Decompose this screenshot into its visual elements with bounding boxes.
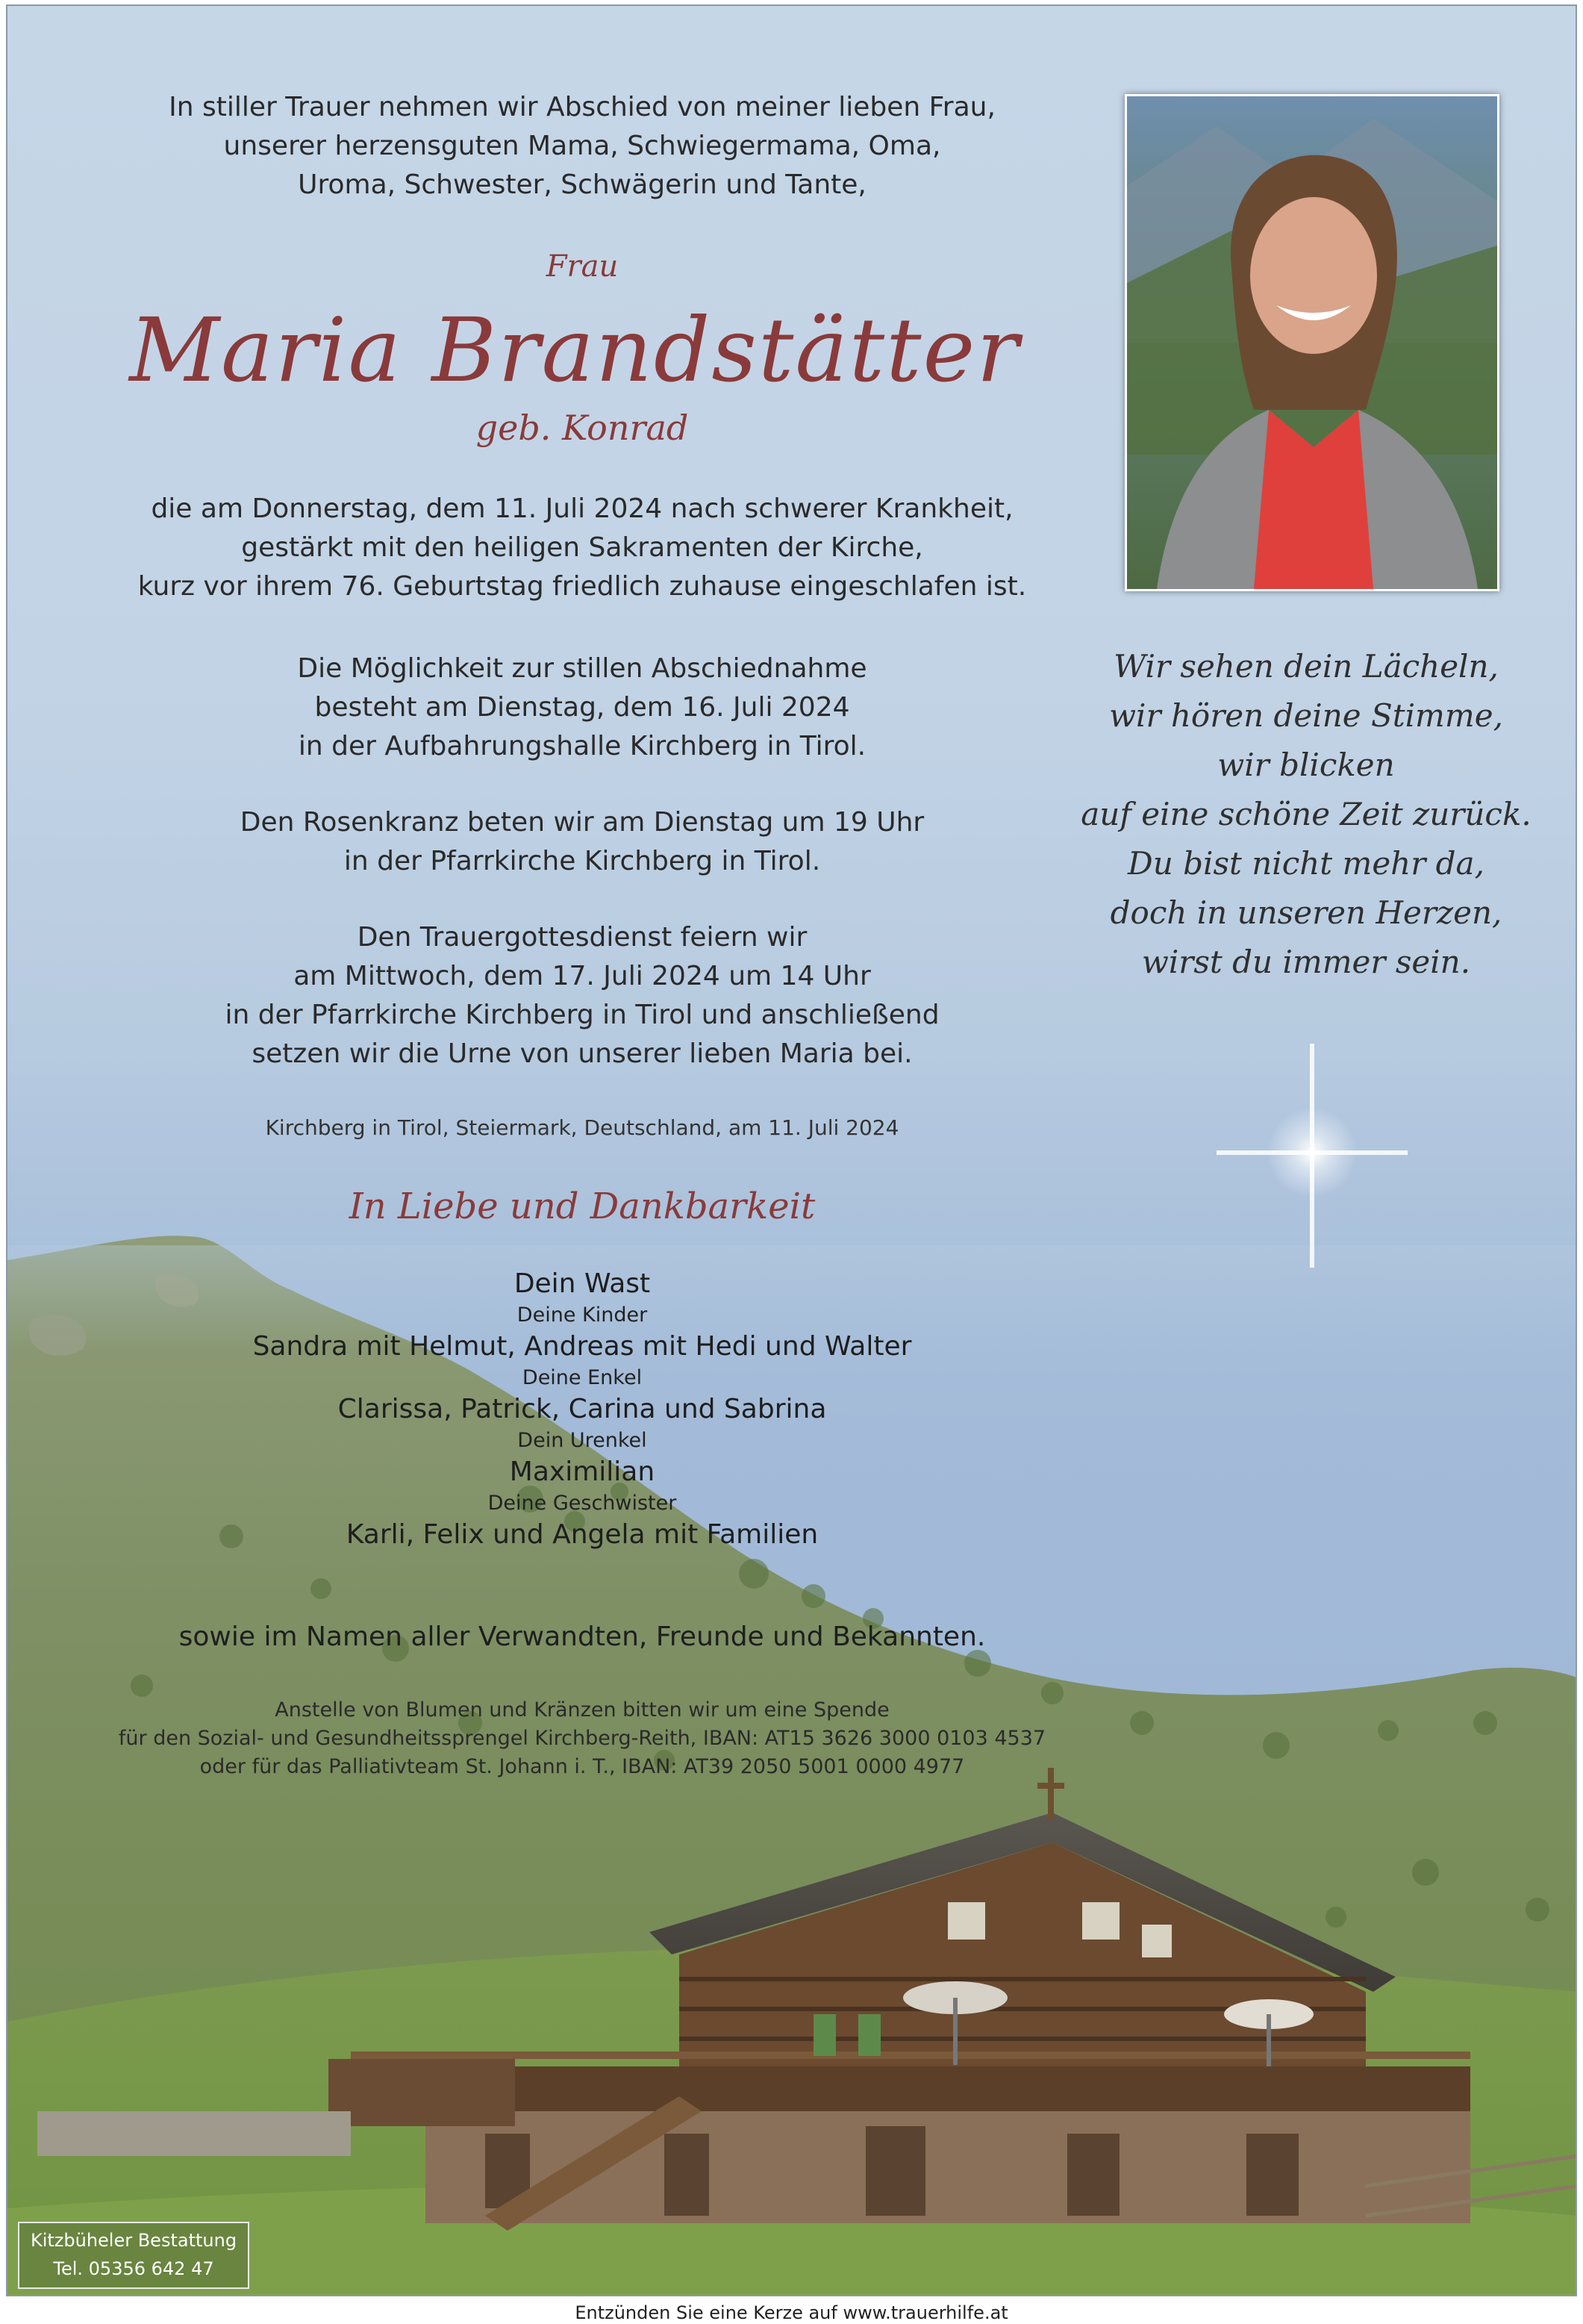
place-date: Kirchberg in Tirol, Steiermark, Deutschland, am 11. Juli 2024 [265,1115,899,1140]
husband: Dein Wast [513,1268,651,1299]
rosary-line: Den Rosenkranz beten wir am Dienstag um 19 Uhr [240,807,925,838]
family-list [97,1266,1067,1553]
deceased-name: Maria Brandstätter [129,299,1020,402]
intro-line: unserer herzensguten Mama, Schwiegermama, Oma, [223,131,941,161]
funeral-line: Den Trauergottesdienst feiern wir [357,922,808,953]
siblings-label: Deine Geschwister [487,1492,677,1515]
funeral-line: am Mittwoch, dem 17. Juli 2024 um 14 Uhr [293,961,871,991]
footer-link[interactable]: Entzünden Sie eine Kerze auf www.trauerhilfe.at [575,2302,1008,2323]
funeral-info [97,918,1067,1074]
portrait-photo [1125,94,1499,591]
obituary-card [6,4,1577,2296]
love-heading: In Liebe und Dankbarkeit [349,1186,816,1227]
intro-text [97,88,1067,205]
greatgrandchild: Maximilian [509,1457,655,1487]
poem [1037,642,1575,987]
siblings: Karli, Felix und Angela mit Familien [346,1519,819,1550]
poem-line: auf eine schöne Zeit zurück. [1081,796,1532,832]
rosary-line: in der Pfarrkirche Kirchberg in Tirol. [343,846,821,876]
grandchildren: Clarissa, Patrick, Carina und Sabrina [337,1394,827,1424]
honorific: Frau [546,249,619,284]
greatgrandchild-label: Dein Urenkel [517,1429,647,1452]
poem-line: wir blicken [1217,747,1395,783]
undertaker-box [18,2222,249,2289]
children-label: Deine Kinder [516,1303,648,1327]
closing-line: sowie im Namen aller Verwandten, Freunde und Bekannten. [178,1621,986,1652]
undertaker-name: Kitzbüheler Bestattung [30,2230,237,2251]
death-line: die am Donnerstag, dem 11. Juli 2024 nach schwerer Krankheit, [151,493,1014,524]
donation-line: für den Sozial- und Gesundheitssprengel Kirchberg-Reith, IBAN: AT15 3626 3000 0103 4537 [118,1727,1046,1750]
donation-line: Anstelle von Blumen und Kränzen bitten wir um eine Spende [275,1698,890,1722]
funeral-line: in der Pfarrkirche Kirchberg in Tirol und anschließend [225,1000,940,1030]
intro-line: Uroma, Schwester, Schwägerin und Tante, [298,169,867,200]
viewing-line: Die Möglichkeit zur stillen Abschiednahme [297,653,867,684]
funeral-line: setzen wir die Urne von unserer lieben Maria bei. [252,1038,913,1069]
maiden-name: geb. Konrad [475,408,689,448]
poem-line: wir hören deine Stimme, [1109,697,1503,734]
death-notice [97,490,1067,606]
poem-line: wirst du immer sein. [1141,944,1471,980]
viewing-line: in der Aufbahrungshalle Kirchberg in Tirol. [298,731,867,761]
viewing-line: besteht am Dienstag, dem 16. Juli 2024 [314,692,850,723]
death-line: kurz vor ihrem 76. Geburtstag friedlich zuhause eingeschlafen ist. [137,571,1027,602]
intro-line: In stiller Trauer nehmen wir Abschied von meiner lieben Frau, [169,92,996,122]
grandchildren-label: Deine Enkel [522,1366,643,1389]
donation-request [67,1696,1097,1781]
poem-line: Du bist nicht mehr da, [1128,845,1484,882]
rosary-info [97,803,1067,881]
undertaker-phone: Tel. 05356 642 47 [53,2258,214,2279]
donation-line: oder für das Palliativteam St. Johann i. T., IBAN: AT39 2050 5001 0000 4977 [199,1755,965,1778]
death-line: gestärkt mit den heiligen Sakramenten der Kirche, [241,532,923,563]
portrait-image [1127,96,1497,589]
poem-line: Wir sehen dein Lächeln, [1114,648,1499,685]
children: Sandra mit Helmut, Andreas mit Hedi und Walter [252,1331,912,1362]
poem-line: doch in unseren Herzen, [1110,894,1502,931]
viewing-info [97,649,1067,766]
